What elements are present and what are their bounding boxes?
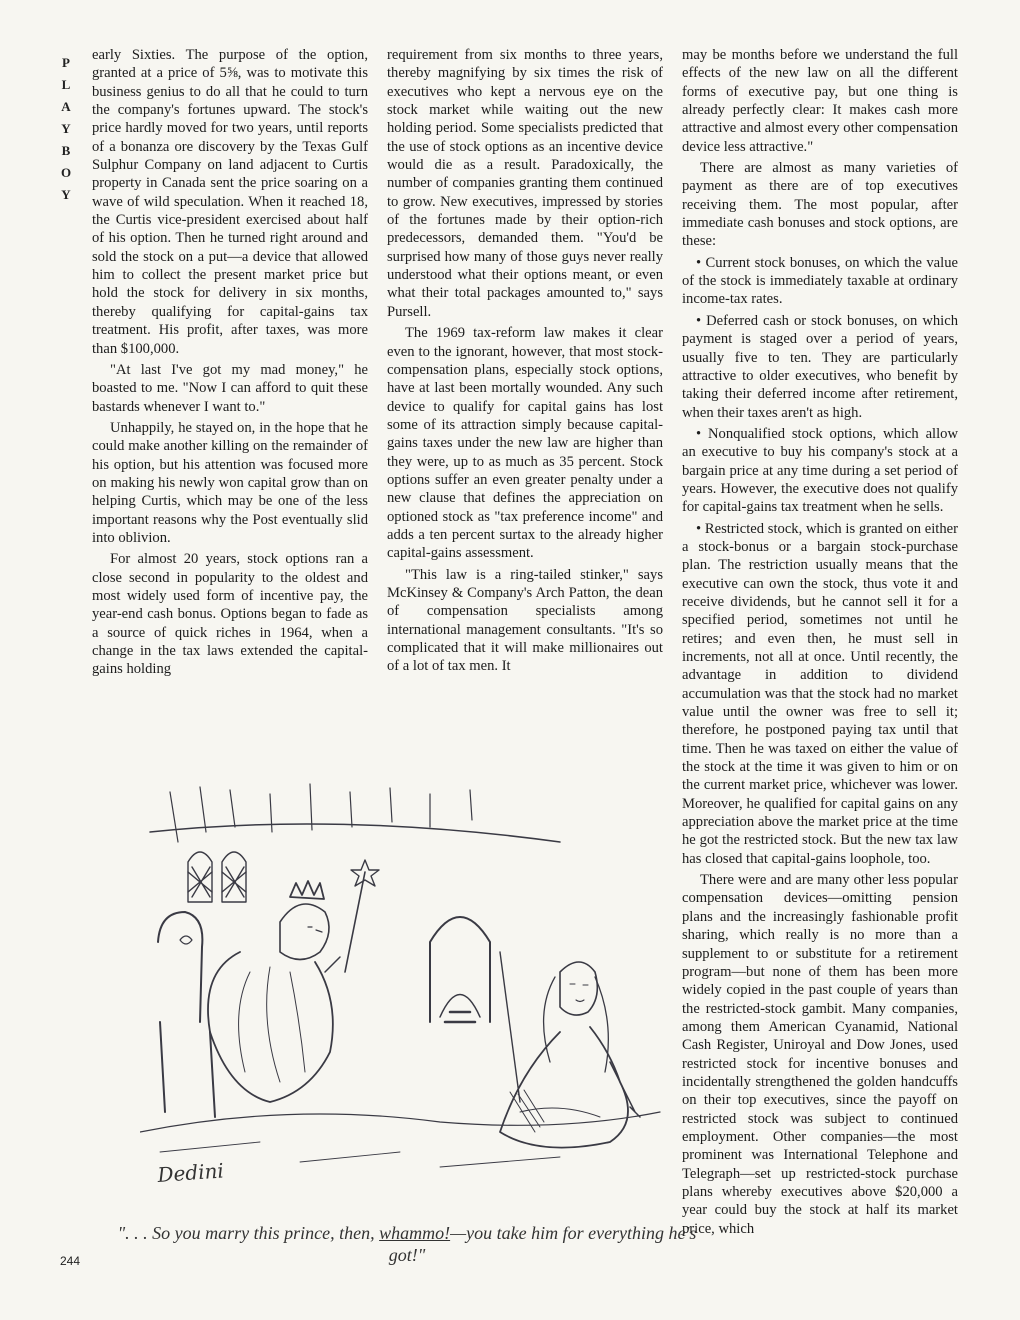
masthead-letter: L xyxy=(61,77,71,92)
article-column-3 xyxy=(682,46,958,1238)
masthead-letter: A xyxy=(61,99,71,114)
masthead-letter: B xyxy=(61,143,71,158)
magazine-masthead xyxy=(56,52,76,206)
paragraph: The 1969 tax-reform law makes it clear even to the ignorant, however, that most stock-compensation plans, especially stock options, have at last been mortally wounded. Any such device to qualify for capital gains has lost some of its attraction simply because capital-gains taxes under the new law are higher than they were, up to as much as 35 percent. Stock options suffer an even greater penalty under a new clause that defines the appreciation on optioned stock as "tax preference income" and adds a ten percent surtax to the already higher capital-gains assessment. xyxy=(387,325,663,562)
window-right xyxy=(222,852,246,902)
paragraph: There were and are many other less popular compensation devices—omitting pension plans and the increasingly fashionable profit sharing, which really is no more than a supplement to or substitute for a retirement program—but none of them has been more widely copied in the past couple of years than the restricted-stock gambit. Many companies, among them American Cyanamid, National Cash Register, Uniroyal and Dow Jones, used restricted stock for incentive bonuses and incidentally strengthened the golden handcuffs on their top executives, since the payoff on restricted stock was subject to continued employment. Other companies—the most prominent was International Telephone and Telegraph—set up restricted-stock purchase plans whereby executives above $20,000 a year could buy the stock at half its market price, which xyxy=(682,872,958,1237)
window-left xyxy=(188,852,212,902)
paragraph: "At last I've got my mad money," he boasted to me. "Now I can afford to quit these bastards whenever I want to." xyxy=(92,361,368,415)
paragraph: requirement from six months to three years, thereby magnifying by six times the risk of executives who kept a nervous eye on the stock market while waiting out the new holding period. Some specialists predicted that the use of stock options as an incentive device would die as a result. Paradoxically, the number of companies granting them continued to grow. New executives, impressed by stories of the fortunes made by their option-rich predecessors, demanded them. "You'd be surprised how many of those guys never really understood what their options meant, or even what their total packages amounted to," says Pursell. xyxy=(387,47,663,320)
bullet-paragraph: • Restricted stock, which is granted on either a stock-bonus or a bargain stock-purchase plan. The restriction usually means that the executive can own the stock, thus vote it and receive dividends, but he cannot sell it for a specified period, sometimes not until he retires; and even then, he must sell in increments, not all at once. Until recently, the advantage in addition to dividend accumulation was that the stock had no market value until the owner was free to sell it; therefore, he postponed paying tax until that time. Then he was taxed on either the value of the stock at the time it was given to him or on the current market price, whichever was lower. Moreover, he qualified for capital gains on any appreciation above the market price at the time he got the restricted stock. But the new tax law has closed that capital-gains loophole, too. xyxy=(682,520,958,867)
article-column-2 xyxy=(387,46,663,676)
masthead-letter: O xyxy=(60,165,72,180)
paragraph: may be months before we understand the full effects of the new law on all the different forms of executive pay, but one thing is already perfectly clear: It makes cash more attractive and almost every other compensation device less attractive." xyxy=(682,47,958,155)
paragraph: For almost 20 years, stock options ran a close second in popularity to the oldest and most widely used form of incentive pay, the year-end cash bonus. Options began to fade as a source of quick riches in 1964, when a change in the tax laws extended the capital-gains holding xyxy=(92,551,368,678)
paragraph: There are almost as many varieties of payment as there are of top executives receiving them. The most popular, after immediate cash bonuses and stock options, are these: xyxy=(682,160,958,250)
bullet-paragraph: • Deferred cash or stock bonuses, on which payment is staged over a period of years, usually five to ten. They are particularly attractive to older executives, who benefit by taking their deferred income after retirement, when their taxes aren't as high. xyxy=(682,312,958,421)
bullet-paragraph: • Nonqualified stock options, which allow an executive to buy his company's stock at a bargain price at any time during a set period of years. However, the executive does not qualify for capital-gains tax treatment when he sells. xyxy=(682,425,958,516)
masthead-letter: Y xyxy=(61,187,71,202)
masthead-letter: Y xyxy=(61,121,71,136)
cinderella-figure xyxy=(500,962,640,1148)
caption-text-end: —you take him for everything he's got!" xyxy=(388,1223,697,1265)
page-number: 244 xyxy=(60,1254,81,1268)
cartoon-illustration xyxy=(140,772,670,1202)
masthead-letter: P xyxy=(62,55,70,70)
fairy-godmother-figure xyxy=(208,860,379,1102)
cartoon-caption xyxy=(112,1222,702,1266)
caption-text-start: ". . . So you marry this prince, then, xyxy=(117,1223,380,1243)
cartoonist-signature: Dedini xyxy=(156,1158,225,1187)
paragraph: Unhappily, he stayed on, in the hope that he could make another killing on the remainder of his option, but his attention was focused more on making his newly won capital grow than on helping Curtis, which may be one of the less important reasons why the Post eventually slid into oblivion. xyxy=(92,419,368,546)
paragraph: early Sixties. The purpose of the option, granted at a price of 5⅝, was to motivate this business genius to do all that he could to turn the company's fortunes upward. The stock's price hardly moved for two years, until reports of a bonanza ore discovery by the Texas Gulf Sulphur Company on land adjacent to Curtis property in Canada sent the price soaring on a wave of wild speculation. When it reached 18, the Curtis vice-president exercised about half of his option. Then he turned right around and sold the stock on a put—a device that allowed him to collect the present market price but hold the stock for delivery in six months, thereby qualifying for capital-gains tax treatment. His profit, after taxes, was more than $100,000. xyxy=(92,47,368,357)
caption-emphasis: whammo! xyxy=(379,1223,451,1243)
paragraph: "This law is a ring-tailed stinker," says McKinsey & Company's Arch Patton, the dean of compensation specialists among international management consultants. "It's so complicated that it will make millionaires out of a lot of tax men. It xyxy=(387,566,663,675)
bullet-paragraph: • Current stock bonuses, on which the value of the stock is immediately taxable at ordinary income-tax rates. xyxy=(682,254,958,308)
article-column-1 xyxy=(92,46,368,679)
